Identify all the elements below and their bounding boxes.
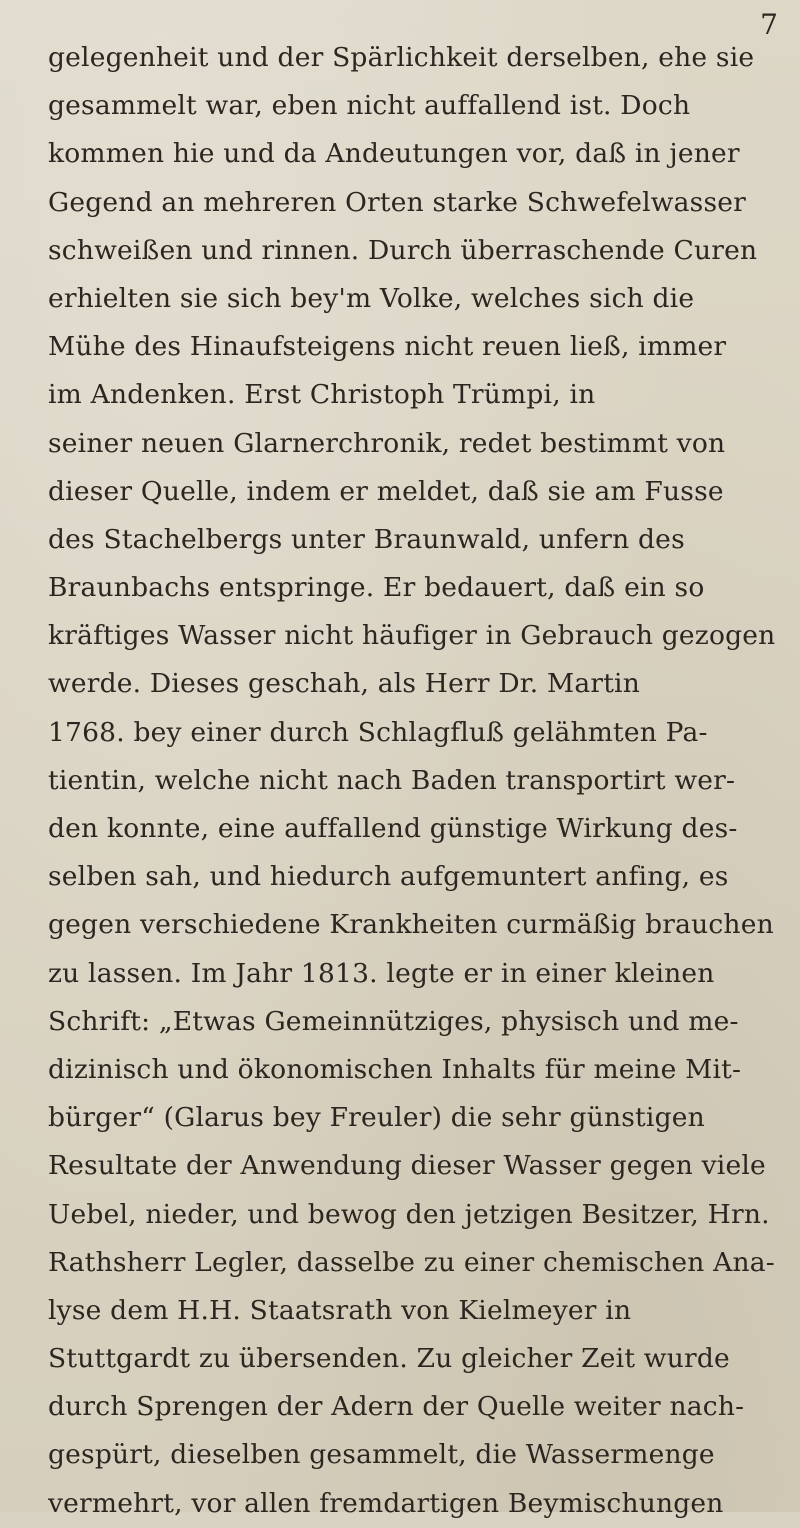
text-line: lyse dem H.H. Staatsrath von Kielmeyer in — [48, 1294, 632, 1326]
text-line: dieser Quelle, indem er meldet, daß sie am Fusse — [48, 475, 724, 507]
text-line: selben sah, und hiedurch aufgemuntert anfing, es — [48, 861, 729, 893]
text-line: Resultate der Anwendung dieser Wasser gegen viele — [48, 1150, 766, 1182]
text-line: Stuttgardt zu übersenden. Zu gleicher Zeit wurde — [48, 1343, 730, 1375]
text-line: erhielten sie sich bey'm Volke, welches sich die — [48, 282, 695, 314]
text-line: durch Sprengen der Adern der Quelle weiter nach- — [48, 1391, 745, 1423]
text-line: Uebel, nieder, und bewog den jetzigen Besitzer, Hrn. — [48, 1198, 770, 1230]
text-line: 1768. bey einer durch Schlagfluß gelähmten Pa- — [48, 716, 708, 748]
text-line: kommen hie und da Andeutungen vor, daß in jener — [48, 138, 740, 170]
text-line: Rathsherr Legler, dasselbe zu einer chemischen Ana- — [48, 1246, 775, 1278]
text-line: Mühe des Hinaufsteigens nicht reuen ließ, immer — [48, 331, 727, 363]
text-line: Schrift: „Etwas Gemeinnütziges, physisch und me- — [48, 1005, 739, 1037]
text-line: werde. Dieses geschah, als Herr Dr. Martin — [48, 668, 640, 700]
page-number: 7 — [760, 8, 778, 41]
text-line: seiner neuen Glarnerchronik, redet bestimmt von — [48, 427, 726, 459]
text-line: dizinisch und ökonomischen Inhalts für meine Mit- — [48, 1053, 742, 1085]
text-line: gespürt, dieselben gesammelt, die Wassermenge — [48, 1439, 715, 1471]
text-line: zu lassen. Im Jahr 1813. legte er in einer kleinen — [48, 957, 715, 989]
text-line: bürger“ (Glarus bey Freuler) die sehr günstigen — [48, 1102, 705, 1134]
text-line: Braunbachs entspringe. Er bedauert, daß ein so — [48, 572, 705, 604]
text-line: tientin, welche nicht nach Baden transportirt wer- — [48, 764, 736, 796]
text-line: des Stachelbergs unter Braunwald, unfern des — [48, 523, 685, 555]
text-line: kräftiges Wasser nicht häufiger in Gebrauch gezogen — [48, 620, 776, 652]
text-line: im Andenken. Erst Christoph Trümpi, in — [48, 379, 596, 411]
text-line: Gegend an mehreren Orten starke Schwefelwasser — [48, 186, 747, 218]
text-line: gesammelt war, eben nicht auffallend ist. Doch — [48, 90, 691, 122]
text-line: gegen verschiedene Krankheiten curmäßig brauchen — [48, 909, 774, 941]
body-text — [48, 34, 784, 1528]
text-line: gelegenheit und der Spärlichkeit derselben, ehe sie — [48, 42, 755, 73]
text-line: vermehrt, vor allen fremdartigen Beymischungen — [48, 1487, 724, 1519]
text-line: den konnte, eine auffallend günstige Wirkung des- — [48, 813, 738, 844]
text-line: schweißen und rinnen. Durch überraschende Curen — [48, 234, 758, 266]
